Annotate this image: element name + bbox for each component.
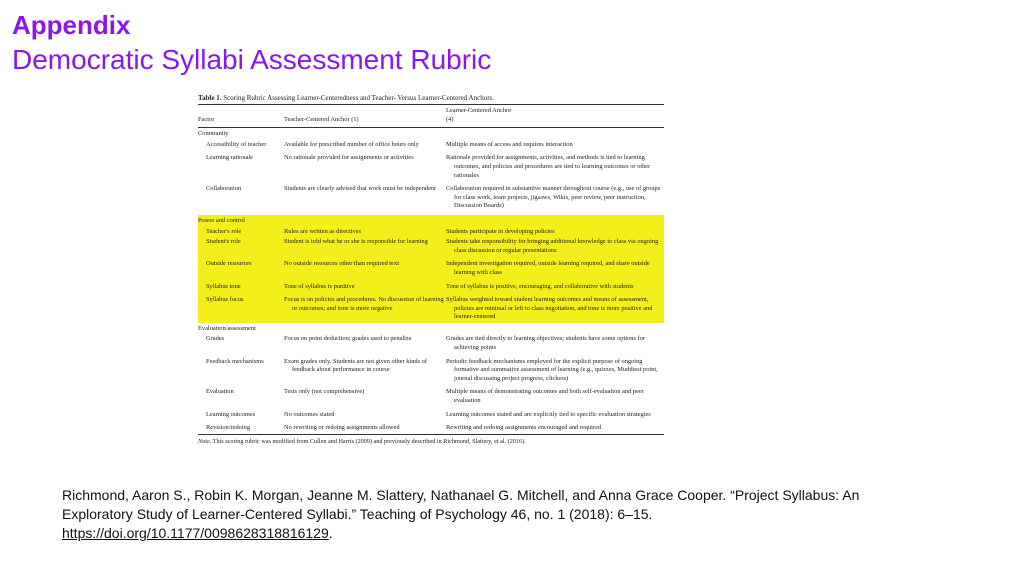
category-evaluation: Evaluation/assessment [198, 324, 256, 332]
learner-anchor-cell: Grades are tied directly to learning objectives; students have some options for achieving points [446, 335, 645, 352]
table-row [198, 259, 664, 281]
learner-anchor-cell: Periodic feedback mechanisms employed for the explicit purpose of ongoing formative and summative assessment of learning (e.g., quizzes, Muddiest point, journal discussing project progress, clickers) [446, 357, 658, 382]
factor-cell: Student's role [198, 237, 284, 259]
learner-anchor-cell: Independent investigation required, outside learning required, and share outside learning with class [446, 259, 664, 281]
teacher-anchor-cell: No rationale provided for assignments or activities [284, 154, 414, 162]
slide-subtitle: Democratic Syllabi Assessment Rubric [12, 44, 492, 75]
learner-anchor-cell: Learning outcomes stated and are explicitly tied to specific evaluation strategies [446, 410, 651, 418]
rubric-table [198, 104, 664, 435]
citation-trailing: . [328, 525, 333, 541]
table-row [198, 237, 664, 259]
header-factor: Factor [198, 105, 284, 128]
teacher-anchor-cell: Focus on point deduction; grades used to penalize [284, 335, 412, 343]
table-row [198, 282, 664, 296]
teacher-anchor-cell: No rewriting or redoing assignments allowed [284, 423, 446, 434]
header-learner-anchor: Learner-Centered Anchor (4) [446, 105, 664, 128]
teacher-anchor-cell: Tests only (not comprehensive) [284, 388, 365, 396]
category-row [198, 128, 664, 140]
table-note [198, 438, 664, 445]
learner-anchor-cell: Syllabus weighted toward student learning outcomes and means of assessment, policies are minimal or left to class negotiation, and tone is more positive and learner-centered [446, 295, 664, 323]
factor-cell: Syllabus focus [198, 295, 284, 323]
learner-anchor-cell: Tone of syllabus is positive, encouraging, and collaborative with students [446, 282, 664, 296]
table-row [198, 184, 664, 215]
table-note-text: This scoring rubric was modified from Cullen and Harris (2009) and previously described in Richmond, Slattery, et al. (2016). [212, 437, 526, 445]
citation-text: Richmond, Aaron S., Robin K. Morgan, Jeanne M. Slattery, Nathanael G. Mitchell, and Anna Grace Cooper. “Project Syllabus: An Exploratory Study of Learner-Centered Syllabi.” Teaching of Psychology 46, no. 1 (2018): 6–15. [62, 487, 860, 522]
table-row [198, 153, 664, 184]
rubric-table-figure [198, 92, 664, 445]
table-row [198, 387, 664, 409]
learner-anchor-cell: Rewriting and redoing assignments encouraged and required [446, 423, 664, 434]
teacher-anchor-cell: Focus is on policies and procedures. No discussion of learning or outcomes; and tone is more negative [284, 295, 446, 323]
citation [62, 486, 892, 543]
table-caption-label: Table 1. [198, 94, 222, 102]
teacher-anchor-cell: No outcomes stated [284, 410, 335, 418]
factor-cell: Learning outcomes [206, 410, 256, 418]
teacher-anchor-cell: No outside resources other than required text [284, 259, 446, 281]
table-note-label: Note. [198, 437, 212, 445]
factor-cell: Collaboration [206, 185, 242, 193]
learner-anchor-cell: Students take responsibility for bringing additional knowledge to class via ongoing class discussion or regular presentations [446, 237, 664, 259]
category-row [198, 323, 664, 335]
table-row [198, 423, 664, 434]
factor-cell: Grades [206, 335, 225, 343]
teacher-anchor-cell: Exam grades only. Students are not given other kinds of feedback about performance in course [284, 357, 427, 374]
category-community: Community [198, 130, 229, 138]
table-row [198, 357, 664, 388]
slide-title: Appendix [12, 10, 131, 40]
header-teacher-anchor: Teacher-Centered Anchor (1) [284, 105, 446, 128]
table-caption-text: Scoring Rubric Assessing Learner-Centeredness and Teacher- Versus Learner-Centered Anchors. [223, 94, 495, 102]
category-row [198, 215, 664, 227]
teacher-anchor-cell: Students are clearly advised that work must be independent [284, 185, 436, 193]
teacher-anchor-cell: Available for prescribed number of office hours only [284, 140, 419, 148]
learner-anchor-cell: Rationale provided for assignments, activities, and methods is tied to learning outcomes, and policies and procedures are tied to learning outcomes or other rationales [446, 154, 651, 179]
table-row [198, 227, 664, 238]
learner-anchor-cell: Multiple means of access and requires interaction [446, 140, 573, 148]
learner-anchor-cell: Students participate in developing policies [446, 227, 664, 238]
factor-cell: Syllabus tone [198, 282, 284, 296]
table-row [198, 410, 664, 424]
teacher-anchor-cell: Student is told what he or she is responsible for learning [284, 237, 446, 259]
teacher-anchor-cell: Rules are written as directives [284, 227, 446, 238]
table-row [198, 140, 664, 154]
factor-cell: Outside resources [198, 259, 284, 281]
factor-cell: Feedback mechanisms [206, 357, 264, 365]
doi-link[interactable]: https://doi.org/10.1177/0098628318816129 [62, 525, 329, 541]
table-caption [198, 92, 664, 104]
table-row [198, 334, 664, 356]
factor-cell: Learning rationale [206, 154, 254, 162]
factor-cell: Revision/redoing [198, 423, 284, 434]
factor-cell: Accessibility of teacher [206, 140, 267, 148]
factor-cell: Evaluation [206, 388, 234, 396]
teacher-anchor-cell: Tone of syllabus is punitive [284, 282, 446, 296]
learner-anchor-cell: Collaboration required in substantive manner throughout course (e.g., use of groups for class work, team projects, jigsaws, Wikis, peer review, peer instruction, Discussion Boards) [446, 185, 661, 210]
table-row [198, 295, 664, 323]
category-power-control: Power and control [198, 215, 664, 227]
factor-cell: Teacher's role [198, 227, 284, 238]
learner-anchor-cell: Multiple means of demonstrating outcomes and both self-evaluation and peer evaluation [446, 388, 644, 405]
